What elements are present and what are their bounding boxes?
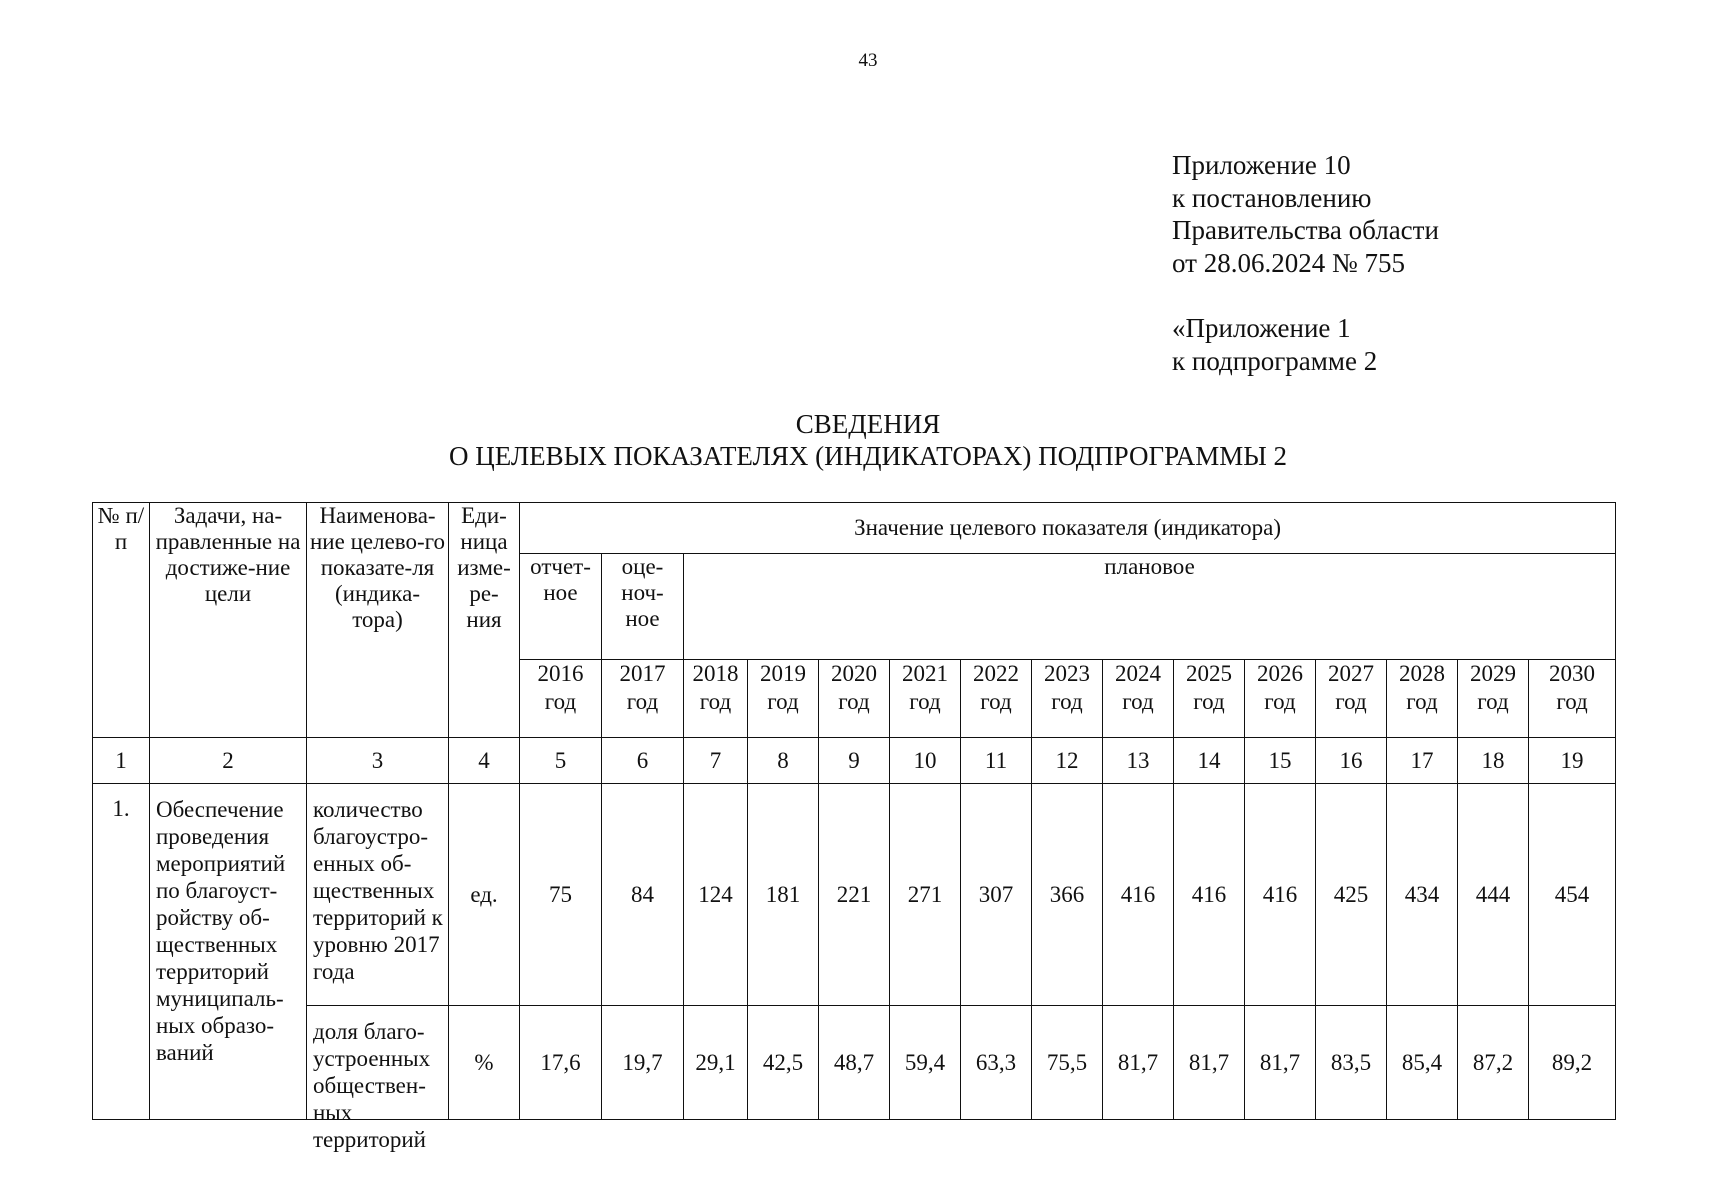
value-cell: 42,5 (748, 1006, 819, 1120)
column-number: 18 (1458, 738, 1529, 784)
value-cell: 84 (602, 784, 684, 1006)
column-number: 5 (520, 738, 602, 784)
value-cell: 454 (1529, 784, 1616, 1006)
value-cell: 83,5 (1316, 1006, 1387, 1120)
column-number: 19 (1529, 738, 1616, 784)
value-cell: 307 (961, 784, 1032, 1006)
value-cell: 124 (684, 784, 748, 1006)
column-number: 7 (684, 738, 748, 784)
table-row (93, 784, 1616, 1006)
title-line-1: СВЕДЕНИЯ (795, 409, 941, 439)
year-cell: 2028 год (1387, 660, 1458, 738)
appendix-block (1172, 149, 1439, 377)
year-cell: 2023 год (1032, 660, 1103, 738)
value-cell: 366 (1032, 784, 1103, 1006)
year-cell: 2027 год (1316, 660, 1387, 738)
value-cell: 89,2 (1529, 1006, 1616, 1120)
indicator-cell (307, 1006, 449, 1152)
indicator-text: доля благо-устроенных обществен-ных территорий (313, 1019, 431, 1152)
header-planned: плановое (684, 554, 1616, 660)
year-cell: 2025 год (1174, 660, 1245, 738)
indicators-table (92, 502, 1616, 1152)
value-cell: 81,7 (1174, 1006, 1245, 1120)
value-cell: 63,3 (961, 1006, 1032, 1120)
value-cell: 81,7 (1103, 1006, 1174, 1120)
year-cell: 2029 год (1458, 660, 1529, 738)
year-cell: 2016 год (520, 660, 602, 738)
value-cell: 17,6 (520, 1006, 602, 1120)
unit-cell: % (449, 1006, 520, 1120)
header-unit: Еди-ница изме-ре-ния (449, 503, 520, 738)
appendix-line: Правительства области (1172, 215, 1439, 245)
value-cell: 181 (748, 784, 819, 1006)
column-number: 12 (1032, 738, 1103, 784)
title-line-2: О ЦЕЛЕВЫХ ПОКАЗАТЕЛЯХ (ИНДИКАТОРАХ) ПОДПРОГРАММЫ 2 (448, 441, 1288, 471)
column-number: 13 (1103, 738, 1174, 784)
year-cell: 2026 год (1245, 660, 1316, 738)
column-numbers-row (93, 738, 1616, 784)
value-cell: 87,2 (1458, 1006, 1529, 1120)
value-cell: 85,4 (1387, 1006, 1458, 1120)
header-num: № п/п (93, 503, 150, 738)
column-number: 4 (449, 738, 520, 784)
value-cell: 434 (1387, 784, 1458, 1006)
value-cell: 416 (1245, 784, 1316, 1006)
value-cell: 425 (1316, 784, 1387, 1006)
appendix-line: «Приложение 1 (1172, 313, 1351, 343)
appendix-line: Приложение 10 (1172, 150, 1351, 180)
year-cell: 2024 год (1103, 660, 1174, 738)
column-number: 6 (602, 738, 684, 784)
year-cell: 2019 год (748, 660, 819, 738)
value-cell: 271 (890, 784, 961, 1006)
value-cell: 444 (1458, 784, 1529, 1006)
indicator-cell: количество благоустро-енных об-щественных территорий к уровню 2017 года (307, 784, 449, 1006)
year-cell: 2021 год (890, 660, 961, 738)
appendix-line: от 28.06.2024 № 755 (1172, 247, 1405, 278)
value-cell: 19,7 (602, 1006, 684, 1120)
header-tasks: Задачи, на-правленные на достиже-ние цели (150, 503, 307, 738)
unit-cell: ед. (449, 784, 520, 1006)
column-number: 16 (1316, 738, 1387, 784)
year-cell: 2018 год (684, 660, 748, 738)
column-number: 11 (961, 738, 1032, 784)
row-number: 1. (93, 784, 150, 1120)
appendix-line: к подпрограмме 2 (1172, 345, 1378, 376)
column-number: 9 (819, 738, 890, 784)
header-row-1 (93, 503, 1616, 554)
page-number: 43 (858, 50, 878, 71)
year-cell: 2020 год (819, 660, 890, 738)
header-value: Значение целевого показателя (индикатора) (520, 503, 1616, 554)
document-title (0, 408, 1736, 472)
year-cell: 2022 год (961, 660, 1032, 738)
header-reported: отчет-ное (520, 554, 602, 660)
column-number: 14 (1174, 738, 1245, 784)
column-number: 8 (748, 738, 819, 784)
value-cell: 75 (520, 784, 602, 1006)
value-cell: 75,5 (1032, 1006, 1103, 1120)
value-cell: 29,1 (684, 1006, 748, 1120)
appendix-line: к постановлению (1172, 182, 1372, 213)
value-cell: 48,7 (819, 1006, 890, 1120)
column-number: 15 (1245, 738, 1316, 784)
value-cell: 59,4 (890, 1006, 961, 1120)
value-cell: 81,7 (1245, 1006, 1316, 1120)
year-cell: 2030 год (1529, 660, 1616, 738)
column-number: 1 (93, 738, 150, 784)
header-estimated: оце-ноч-ное (602, 554, 684, 660)
year-cell: 2017 год (602, 660, 684, 738)
table-row (93, 1006, 1616, 1120)
value-cell: 221 (819, 784, 890, 1006)
value-cell: 416 (1103, 784, 1174, 1006)
column-number: 3 (307, 738, 449, 784)
column-number: 17 (1387, 738, 1458, 784)
column-number: 2 (150, 738, 307, 784)
value-cell: 416 (1174, 784, 1245, 1006)
header-indicator-name: Наименова-ние целево-го показате-ля (индика-тора) (307, 503, 449, 738)
task-cell: Обеспечение проведения мероприятий по благоуст-ройству об-щественных территорий муниципаль-ных образо-ваний (150, 784, 307, 1120)
column-number: 10 (890, 738, 961, 784)
